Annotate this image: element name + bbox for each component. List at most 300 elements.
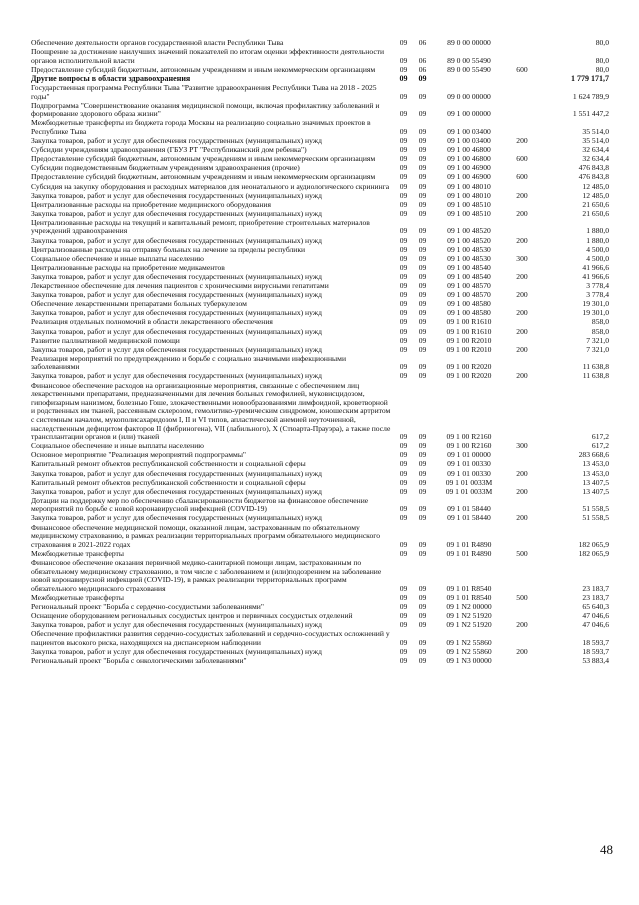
target-article-code: 09 1 00 48530 (447, 253, 491, 263)
section-code: 09 (399, 154, 408, 164)
expense-type-code: 200 (516, 371, 528, 381)
amount: 23 183,7 (582, 583, 609, 593)
amount: 41 966,6 (582, 262, 609, 272)
amount: 858,0 (591, 317, 609, 327)
section-code: 09 (399, 226, 408, 236)
expense-type-code: 600 (516, 172, 528, 182)
amount: 35 514,0 (582, 136, 609, 146)
target-article-code: 09 1 00 03400 (447, 136, 491, 146)
subsection-code: 06 (418, 64, 427, 74)
target-article-code: 09 1 00 48540 (447, 262, 491, 272)
section-code: 09 (399, 262, 408, 272)
target-article-code: 09 1 01 R4890 (446, 548, 492, 558)
table-row (31, 337, 621, 346)
subsection-code: 06 (418, 55, 427, 65)
amount: 617,2 (591, 441, 609, 451)
amount: 1 880,0 (586, 235, 609, 245)
subsection-code: 09 (418, 244, 427, 254)
table-row (31, 102, 621, 119)
section-code: 09 (399, 539, 408, 549)
row-name: Реализация отдельных полномочий в области лекарственного обеспечения (31, 317, 273, 327)
amount: 12 485,0 (582, 181, 609, 191)
expense-type-code: 200 (516, 646, 528, 656)
subsection-code: 09 (418, 109, 427, 119)
subsection-code: 09 (418, 126, 427, 136)
subsection-code: 09 (418, 91, 427, 101)
section-code: 09 (399, 344, 408, 354)
section-code: 09 (399, 317, 408, 327)
row-name: Капитальный ремонт объектов республиканской собственности и социальной сферы (31, 459, 306, 469)
amount: 21 650,6 (582, 199, 609, 209)
row-name: Финансовое обеспечение расходов на организационные мероприятия, связанные с обеспечением лиц лекарственными препаратами, предназначенными для лечения больных гемофилией, муковисцидозом, гипофизарным нанизмом, болезнью Гоше, злокачественными новообразованиями лимфоидной, кроветворной и родственных им тканей, рассеянным склерозом, гемолитико-уремическим синдромом, юношеским артритом с системным началом, мукополисахаридозом I, II и VI типов, апластической анемией неуточненной, наследственным дефицитом факторов II (фибриногена), VII (лабильного), X (Стюарта-Прауэра), а также после трансплантации органов и (или) тканей (31, 380, 391, 442)
row-name: Закупка товаров, работ и услуг для обеспечения государственных (муниципальных) нужд (31, 468, 322, 478)
section-code: 09 (399, 583, 408, 593)
subsection-code: 09 (418, 317, 427, 327)
subsection-code: 09 (418, 486, 427, 496)
target-article-code: 09 0 00 00000 (447, 91, 491, 101)
subsection-code: 09 (418, 262, 427, 272)
row-name: Закупка товаров, работ и услуг для обеспечения государственных (муниципальных) нужд (31, 271, 322, 281)
expense-type-code: 200 (516, 326, 528, 336)
table-row (31, 460, 621, 469)
subsection-code: 09 (418, 513, 427, 523)
table-row (31, 119, 621, 136)
section-code: 09 (399, 548, 408, 558)
target-article-code: 09 1 N2 55860 (446, 637, 492, 647)
amount: 182 065,9 (578, 548, 609, 558)
row-name: Централизованные расходы на приобретение медицинского оборудования (31, 199, 271, 209)
target-article-code: 09 1 00 R2020 (446, 362, 492, 372)
amount: 4 500,0 (586, 253, 609, 263)
target-article-code: 09 1 01 R8540 (446, 592, 492, 602)
subsection-code: 09 (418, 73, 427, 83)
amount: 21 650,6 (582, 208, 609, 218)
row-name: Закупка товаров, работ и услуг для обеспечения государственных (муниципальных) нужд (31, 208, 322, 218)
section-code: 09 (399, 126, 408, 136)
expense-type-code: 200 (516, 136, 528, 146)
section-code: 09 (399, 371, 408, 381)
row-name: Закупка товаров, работ и услуг для обеспечения государственных (муниципальных) нужд (31, 344, 322, 354)
amount: 13 407,5 (582, 477, 609, 487)
subsection-code: 09 (418, 504, 427, 514)
target-article-code: 09 1 00 48520 (447, 226, 491, 236)
section-code: 09 (399, 335, 408, 345)
table-row (31, 372, 621, 381)
section-code: 09 (399, 326, 408, 336)
amount: 11 638,8 (582, 362, 609, 372)
amount: 47 046,6 (582, 620, 609, 630)
section-code: 09 (399, 253, 408, 263)
amount: 53 883,4 (582, 655, 609, 665)
amount: 12 485,0 (582, 190, 609, 200)
target-article-code: 09 1 00 48510 (447, 208, 491, 218)
row-name: Государственная программа Республики Тыва "Развитие здравоохранения Республики Тыва на 2018 - 2025 годы" (31, 82, 377, 101)
row-name: Социальное обеспечение и иные выплаты населению (31, 253, 204, 263)
target-article-code: 09 1 00 48580 (447, 299, 491, 309)
row-name: Региональный проект "Борьба с онкологическими заболеваниями" (31, 655, 247, 665)
subsection-code: 09 (418, 335, 427, 345)
target-article-code: 09 1 01 0033M (445, 477, 493, 487)
subsection-code: 09 (418, 620, 427, 630)
target-article-code: 09 1 N2 55860 (446, 646, 492, 656)
subsection-code: 09 (418, 145, 427, 155)
target-article-code: 09 1 01 00330 (447, 468, 491, 478)
table-row (31, 246, 621, 255)
subsection-code: 09 (418, 326, 427, 336)
amount: 3 778,4 (586, 281, 609, 291)
amount: 32 634,4 (582, 145, 609, 155)
target-article-code: 09 1 00 46900 (447, 172, 491, 182)
row-name: Подпрограмма "Совершенствование оказания медицинской помощи, включая профилактику заболеваний и формирование здорового образа жизни" (31, 100, 380, 119)
table-row (31, 48, 621, 65)
section-code: 09 (399, 190, 408, 200)
subsection-code: 09 (418, 226, 427, 236)
section-code: 09 (399, 172, 408, 182)
amount: 19 301,0 (582, 299, 609, 309)
section-code: 09 (399, 432, 408, 442)
subsection-code: 09 (418, 611, 427, 620)
section-code: 09 (399, 244, 408, 254)
table-row (31, 497, 621, 514)
amount: 3 778,4 (586, 290, 609, 300)
amount: 283 668,6 (578, 450, 609, 460)
amount: 80,0 (595, 55, 609, 65)
row-name: Обеспечение профилактики развития сердечно-сосудистых заболеваний и сердечно-сосудистых осложнений у пациентов высокого риска, находящихся на диспансерном наблюдении (31, 629, 390, 647)
subsection-code: 09 (418, 450, 427, 460)
row-name: Межбюджетные трансферты (31, 548, 124, 558)
row-name: Дотации на поддержку мер по обеспечению сбалансированности бюджетов на финансовое обеспечение мероприятий по борьбе с новой коронавирусной инфекцией (COVID-19) (31, 495, 369, 514)
subsection-code: 09 (418, 235, 427, 245)
target-article-code: 09 1 00 R2160 (446, 432, 492, 442)
expense-type-code: 200 (516, 486, 528, 496)
subsection-code: 09 (418, 253, 427, 263)
expense-type-code: 200 (516, 468, 528, 478)
section-code: 09 (399, 64, 408, 74)
table-row (31, 488, 621, 497)
amount: 182 065,9 (578, 539, 609, 549)
row-name: Межбюджетные трансферты из бюджета города Москвы на реализацию социально значимых проектов в Республике Тыва (31, 118, 371, 136)
row-name: Другие вопросы в области здравоохранения (31, 73, 191, 83)
section-code: 09 (399, 362, 408, 372)
table-row (31, 328, 621, 337)
target-article-code: 09 1 01 R4890 (446, 539, 492, 549)
target-article-code: 09 1 01 00330 (447, 459, 491, 469)
target-article-code: 09 1 00 48570 (447, 281, 491, 291)
row-name: Закупка товаров, работ и услуг для обеспечения государственных (муниципальных) нужд (31, 308, 322, 318)
section-code: 09 (399, 486, 408, 496)
row-name: Закупка товаров, работ и услуг для обеспечения государственных (муниципальных) нужд (31, 646, 322, 656)
target-article-code: 09 1 00 R1610 (446, 326, 492, 336)
expense-type-code: 200 (516, 344, 528, 354)
section-code: 09 (399, 459, 408, 469)
target-article-code: 09 1 00 00000 (447, 109, 491, 119)
row-name: Социальное обеспечение и иные выплаты населению (31, 441, 204, 451)
row-name: Закупка товаров, работ и услуг для обеспечения государственных (муниципальных) нужд (31, 290, 322, 300)
row-name: Закупка товаров, работ и услуг для обеспечения государственных (муниципальных) нужд (31, 486, 322, 496)
section-code: 09 (399, 655, 408, 665)
target-article-code: 09 1 01 00000 (447, 450, 491, 460)
table-row (31, 84, 621, 101)
target-article-code: 09 1 00 46900 (447, 163, 491, 173)
row-name: Развитие паллиативной медицинской помощи (31, 335, 180, 345)
amount: 476 843,8 (578, 163, 609, 173)
row-name: Централизованные расходы на отправку больных на лечение за пределы республики (31, 244, 306, 254)
table-row (31, 479, 621, 488)
amount: 19 301,0 (582, 308, 609, 318)
page-number: 48 (600, 842, 613, 857)
budget-table (31, 39, 621, 666)
row-name: Предоставление субсидий бюджетным, автономным учреждениям и иным некоммерческим организациям (31, 172, 376, 182)
expense-type-code: 200 (516, 308, 528, 318)
row-name: Субсидия на закупку оборудования и расходных материалов для неонатального и аудиологического скрининга (31, 181, 390, 191)
subsection-code: 09 (418, 136, 427, 146)
expense-type-code: 300 (516, 253, 528, 263)
table-row (31, 382, 621, 442)
expense-type-code: 600 (516, 64, 528, 74)
subsection-code: 09 (418, 548, 427, 558)
row-name: Предоставление субсидий бюджетным, автономным учреждениям и иным некоммерческим организациям (31, 64, 376, 74)
target-article-code: 09 1 00 R2010 (446, 344, 492, 354)
row-name: Централизованные расходы на приобретение медикаментов (31, 262, 225, 272)
section-code: 09 (399, 646, 408, 656)
expense-type-code: 200 (516, 190, 528, 200)
amount: 7 321,0 (586, 335, 609, 345)
target-article-code: 89 0 00 55490 (447, 64, 491, 74)
row-name: Региональный проект "Борьба с сердечно-сосудистыми заболеваниями" (31, 601, 264, 611)
target-article-code: 09 1 00 R1610 (446, 317, 492, 327)
amount: 1 880,0 (586, 226, 609, 236)
target-article-code: 09 1 01 0033M (445, 486, 493, 496)
row-name: Основное мероприятие "Реализация мероприятий подпрограммы" (31, 450, 247, 460)
subsection-code: 09 (418, 637, 427, 647)
section-code: 09 (399, 620, 408, 630)
row-name: Закупка товаров, работ и услуг для обеспечения государственных (муниципальных) нужд (31, 513, 322, 523)
target-article-code: 09 1 00 03400 (447, 126, 491, 136)
section-code: 09 (399, 208, 408, 218)
expense-type-code: 200 (516, 235, 528, 245)
target-article-code: 89 0 00 55490 (447, 55, 491, 65)
table-row (31, 201, 621, 210)
target-article-code: 09 1 N2 00000 (446, 601, 492, 611)
row-name: Оснащение оборудованием региональных сосудистых центров и первичных сосудистых отделений (31, 611, 353, 620)
subsection-code: 09 (418, 362, 427, 372)
subsection-code: 09 (418, 539, 427, 549)
target-article-code: 09 1 01 R8540 (446, 583, 492, 593)
table-row (31, 237, 621, 246)
subsection-code: 09 (418, 199, 427, 209)
expense-type-code: 200 (516, 271, 528, 281)
row-name: Закупка товаров, работ и услуг для обеспечения государственных (муниципальных) нужд (31, 620, 322, 630)
row-name: Закупка товаров, работ и услуг для обеспечения государственных (муниципальных) нужд (31, 371, 322, 381)
target-article-code: 09 1 00 48540 (447, 271, 491, 281)
subsection-code: 09 (418, 172, 427, 182)
section-code: 09 (399, 199, 408, 209)
table-row (31, 630, 621, 647)
amount: 476 843,8 (578, 172, 609, 182)
section-code: 09 (399, 55, 408, 65)
row-name: Закупка товаров, работ и услуг для обеспечения государственных (муниципальных) нужд (31, 136, 322, 146)
subsection-code: 09 (418, 181, 427, 191)
subsection-code: 09 (418, 601, 427, 611)
table-row (31, 524, 621, 550)
amount: 1 779 171,7 (571, 73, 609, 83)
amount: 23 183,7 (582, 592, 609, 602)
section-code: 09 (399, 109, 408, 119)
row-name: Закупка товаров, работ и услуг для обеспечения государственных (муниципальных) нужд (31, 190, 322, 200)
expense-type-code: 500 (516, 592, 528, 602)
table-row (31, 219, 621, 236)
amount: 11 638,8 (582, 371, 609, 381)
section-code: 09 (399, 308, 408, 318)
amount: 18 593,7 (582, 646, 609, 656)
row-name: Капитальный ремонт объектов республиканской собственности и социальной сферы (31, 477, 306, 487)
section-code: 09 (399, 38, 408, 47)
section-code: 09 (399, 477, 408, 487)
amount: 617,2 (591, 432, 609, 442)
section-code: 09 (399, 504, 408, 514)
row-name: Обеспечение деятельности органов государственной власти Республики Тыва (31, 38, 284, 47)
row-name: Обеспечение лекарственными препаратами больных туберкулезом (31, 299, 247, 309)
amount: 13 407,5 (582, 486, 609, 496)
table-row (31, 657, 621, 666)
table-row (31, 346, 621, 355)
section-code: 09 (399, 299, 408, 309)
table-row (31, 514, 621, 523)
row-name: Субсидии подведомственным бюджетным учреждениям здравоохранения (прочие) (31, 163, 300, 173)
section-code: 09 (399, 468, 408, 478)
amount: 51 558,5 (582, 504, 609, 514)
subsection-code: 09 (418, 281, 427, 291)
table-row (31, 559, 621, 593)
section-code: 09 (399, 235, 408, 245)
target-article-code: 09 1 00 R2160 (446, 441, 492, 451)
section-code: 09 (399, 181, 408, 191)
amount: 80,0 (595, 38, 609, 47)
amount: 65 640,3 (582, 601, 609, 611)
section-code: 09 (399, 450, 408, 460)
section-code: 09 (399, 91, 408, 101)
table-row (31, 470, 621, 479)
expense-type-code: 200 (516, 620, 528, 630)
row-name: Закупка товаров, работ и услуг для обеспечения государственных (муниципальных) нужд (31, 326, 322, 336)
target-article-code: 09 1 N2 51920 (446, 611, 492, 620)
target-article-code: 89 0 00 00000 (447, 38, 491, 47)
target-article-code: 09 1 00 48510 (447, 199, 491, 209)
subsection-code: 09 (418, 190, 427, 200)
row-name: Лекарственное обеспечение для лечения пациентов с хроническими вирусными гепатитами (31, 281, 329, 291)
target-article-code: 09 1 N2 51920 (446, 620, 492, 630)
target-article-code: 09 1 00 R2020 (446, 371, 492, 381)
expense-type-code: 200 (516, 513, 528, 523)
subsection-code: 09 (418, 308, 427, 318)
section-code: 09 (399, 136, 408, 146)
table-row (31, 173, 621, 182)
amount: 13 453,0 (582, 459, 609, 469)
amount: 858,0 (591, 326, 609, 336)
subsection-code: 09 (418, 208, 427, 218)
section-code: 09 (399, 441, 408, 451)
subsection-code: 09 (418, 432, 427, 442)
subsection-code: 06 (418, 38, 427, 47)
target-article-code: 09 1 00 48520 (447, 235, 491, 245)
expense-type-code: 200 (516, 208, 528, 218)
subsection-code: 09 (418, 583, 427, 593)
row-name: Финансовое обеспечение оказания первичной медико-санитарной помощи лицам, застрахованным по обязательному медицинскому страхованию, в том числе с заболеванием и (или)подозрением на заболевание новой коронавирусной инфекцией (COVID-19), в рамках реализации территориальных программ обязательного медицинского страхования (31, 557, 382, 593)
amount: 4 500,0 (586, 244, 609, 254)
subsection-code: 09 (418, 299, 427, 309)
table-row (31, 192, 621, 201)
subsection-code: 09 (418, 459, 427, 469)
amount: 35 514,0 (582, 126, 609, 136)
amount: 32 634,4 (582, 154, 609, 164)
target-article-code: 09 1 00 48570 (447, 290, 491, 300)
row-name: Предоставление субсидий бюджетным, автономным учреждениям и иным некоммерческим организациям (31, 154, 376, 164)
section-code: 09 (399, 290, 408, 300)
target-article-code: 09 1 N3 00000 (446, 655, 492, 665)
subsection-code: 09 (418, 592, 427, 602)
target-article-code: 09 1 00 48010 (447, 181, 491, 191)
subsection-code: 09 (418, 290, 427, 300)
amount: 7 321,0 (586, 344, 609, 354)
target-article-code: 09 1 00 48010 (447, 190, 491, 200)
amount: 47 046,6 (582, 611, 609, 620)
expense-type-code: 500 (516, 548, 528, 558)
section-code: 09 (399, 592, 408, 602)
row-name: Межбюджетные трансферты (31, 592, 124, 602)
row-name: Поощрение за достижение наилучших значений показателей по итогам оценки эффективности деятельности органов исполнительной власти (31, 47, 385, 65)
subsection-code: 09 (418, 154, 427, 164)
row-name: Централизованные расходы на текущий и капитальный ремонт, приобретение строительных материалов учреждений здравоохранения (31, 217, 370, 236)
row-name: Субсидии учреждениям здравоохранения (ГБУЗ РТ "Республиканский дом ребенка") (31, 145, 307, 155)
table-row (31, 318, 621, 327)
target-article-code: 09 1 01 58440 (447, 513, 491, 523)
subsection-code: 09 (418, 344, 427, 354)
subsection-code: 09 (418, 441, 427, 451)
target-article-code: 09 1 00 46800 (447, 154, 491, 164)
subsection-code: 09 (418, 163, 427, 173)
row-name: Реализация мероприятий по предупреждению и борьбе с социально значимыми инфекционными заболеваниями (31, 353, 347, 372)
expense-type-code: 200 (516, 290, 528, 300)
section-code: 09 (399, 145, 408, 155)
section-code: 09 (399, 637, 408, 647)
section-code: 09 (399, 611, 408, 620)
subsection-code: 09 (418, 371, 427, 381)
amount: 51 558,5 (582, 513, 609, 523)
row-name: Финансовое обеспечение медицинской помощи, оказанной лицам, застрахованным по обязательному медицинскому страхованию, в рамках реализации территориальных программ обязательного медицинского страхования в 2021-2022 годах (31, 522, 381, 549)
amount: 18 593,7 (582, 637, 609, 647)
target-article-code: 09 1 00 46800 (447, 145, 491, 155)
section-code: 09 (399, 163, 408, 173)
row-name: Закупка товаров, работ и услуг для обеспечения государственных (муниципальных) нужд (31, 235, 322, 245)
section-code: 09 (399, 601, 408, 611)
subsection-code: 09 (418, 468, 427, 478)
section-code: 09 (399, 73, 408, 83)
table-row (31, 355, 621, 372)
amount: 13 453,0 (582, 468, 609, 478)
subsection-code: 09 (418, 655, 427, 665)
table-row (31, 183, 621, 192)
section-code: 09 (399, 271, 408, 281)
expense-type-code: 600 (516, 154, 528, 164)
expense-type-code: 300 (516, 441, 528, 451)
amount: 1 551 447,2 (572, 109, 609, 119)
section-code: 09 (399, 281, 408, 291)
subsection-code: 09 (418, 646, 427, 656)
target-article-code: 09 1 01 58440 (447, 504, 491, 514)
amount: 80,0 (595, 64, 609, 74)
target-article-code: 09 1 00 R2010 (446, 335, 492, 345)
section-code: 09 (399, 513, 408, 523)
